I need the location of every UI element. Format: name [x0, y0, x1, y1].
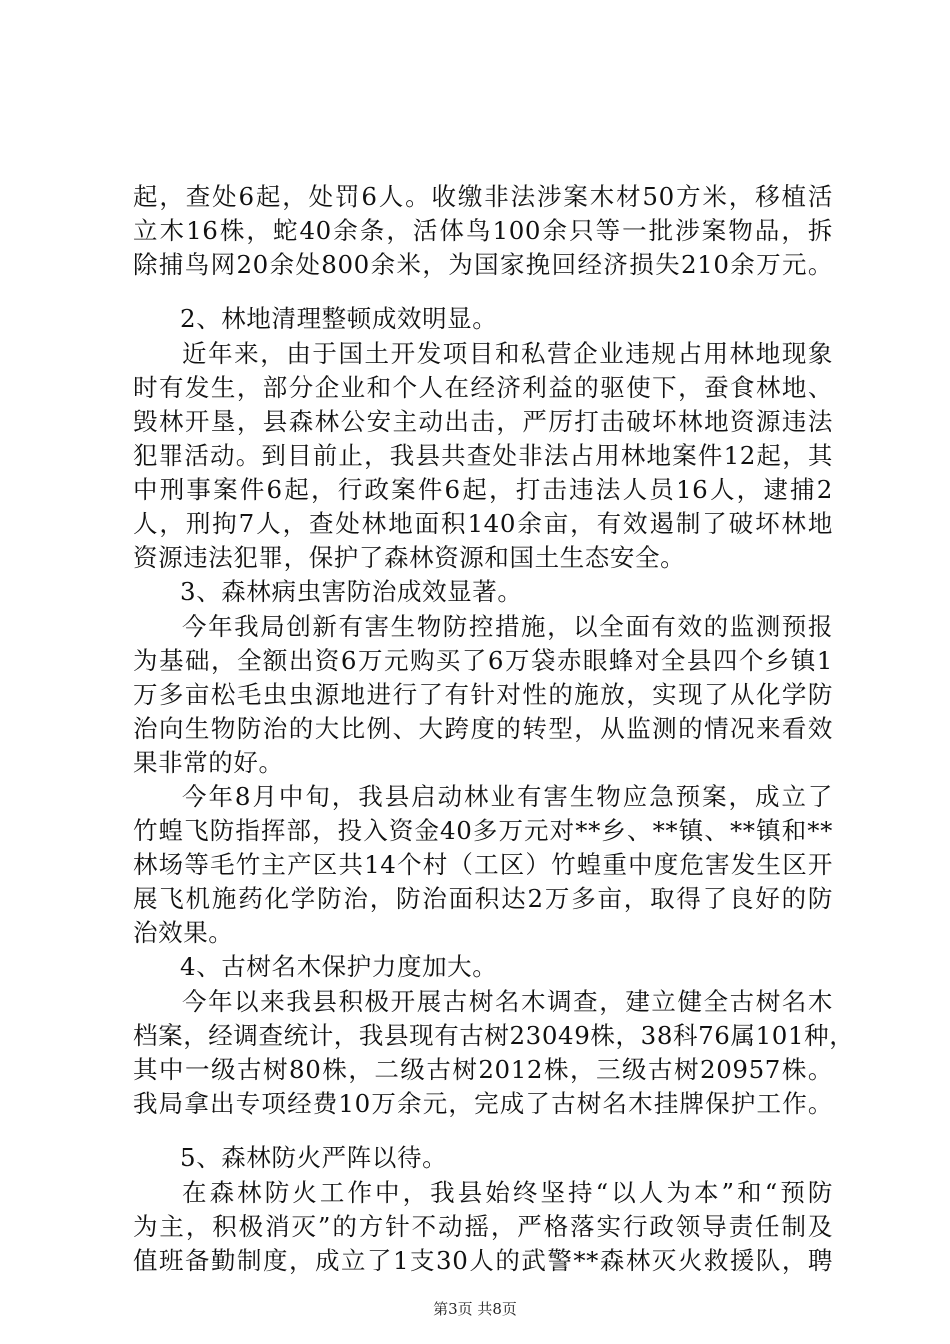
- paragraph-line: 除捕鸟网20余处800余米，为国家挽回经济损失210余万元。: [133, 250, 833, 279]
- paragraph-line: 时有发生，部分企业和个人在经济利益的驱使下，蚕食林地、: [133, 373, 833, 402]
- paragraph-line: 犯罪活动。到目前止，我县共查处非法占用林地案件12起，其: [133, 441, 833, 470]
- paragraph-line: 治向生物防治的大比例、大跨度的转型，从监测的情况来看效: [133, 714, 833, 743]
- paragraph-line: 毁林开垦，县森林公安主动出击，严厉打击破坏林地资源违法: [133, 407, 833, 436]
- paragraph-line: 今年8月中旬，我县启动林业有害生物应急预案，成立了: [182, 782, 833, 811]
- paragraph-line: 其中一级古树80株，二级古树2012株，三级古树20957株。: [133, 1055, 833, 1084]
- paragraph-line: 万多亩松毛虫虫源地进行了有针对性的施放，实现了从化学防: [133, 680, 833, 709]
- paragraph-line: 档案，经调查统计，我县现有古树23049株，38科76属101种，: [133, 1021, 855, 1050]
- paragraph-line: 在森林防火工作中，我县始终坚持“以人为本”和“预防: [182, 1178, 833, 1207]
- paragraph-line: 今年我局创新有害生物防控措施，以全面有效的监测预报: [182, 612, 833, 641]
- paragraph-line: 我局拿出专项经费10万余元，完成了古树名木挂牌保护工作。: [133, 1089, 833, 1118]
- paragraph-line: 起，查处6起，处罚6人。收缴非法涉案木材50方米，移植活: [133, 182, 833, 211]
- page-footer: 第3页 共8页: [433, 1300, 517, 1318]
- paragraph-line: 竹蝗飞防指挥部，投入资金40多万元对**乡、**镇、**镇和**: [133, 816, 833, 845]
- paragraph-line: 林场等毛竹主产区共14个村（工区）竹蝗重中度危害发生区开: [133, 850, 833, 879]
- paragraph-line: 值班备勤制度，成立了1支30人的武警**森林灭火救援队，聘: [133, 1246, 833, 1275]
- paragraph-line: 为基础，全额出资6万元购买了6万袋赤眼蜂对全县四个乡镇1: [133, 646, 833, 675]
- section-heading: 4、古树名木保护力度加大。: [180, 952, 498, 981]
- paragraph-line: 展飞机施药化学防治，防治面积达2万多亩，取得了良好的防: [133, 884, 833, 913]
- paragraph-line: 中刑事案件6起，行政案件6起，打击违法人员16人，逮捕2: [133, 475, 833, 504]
- paragraph-line: 立木16株，蛇40余条，活体鸟100余只等一批涉案物品，拆: [133, 216, 833, 245]
- paragraph-line: 人，刑拘7人，查处林地面积140余亩，有效遏制了破坏林地: [133, 509, 833, 538]
- paragraph-line: 果非常的好。: [133, 748, 284, 777]
- section-heading: 2、林地清理整顿成效明显。: [180, 304, 498, 333]
- paragraph-line: 今年以来我县积极开展古树名木调查，建立健全古树名木: [182, 987, 833, 1016]
- section-heading: 5、森林防火严阵以待。: [180, 1143, 448, 1172]
- paragraph-line: 近年来，由于国土开发项目和私营企业违规占用林地现象: [182, 339, 833, 368]
- paragraph-line: 为主，积极消灭”的方针不动摇，严格落实行政领导责任制及: [133, 1212, 833, 1241]
- paragraph-line: 资源违法犯罪，保护了森林资源和国土生态安全。: [133, 543, 686, 572]
- section-heading: 3、森林病虫害防治成效显著。: [180, 577, 523, 606]
- paragraph-line: 治效果。: [133, 918, 234, 947]
